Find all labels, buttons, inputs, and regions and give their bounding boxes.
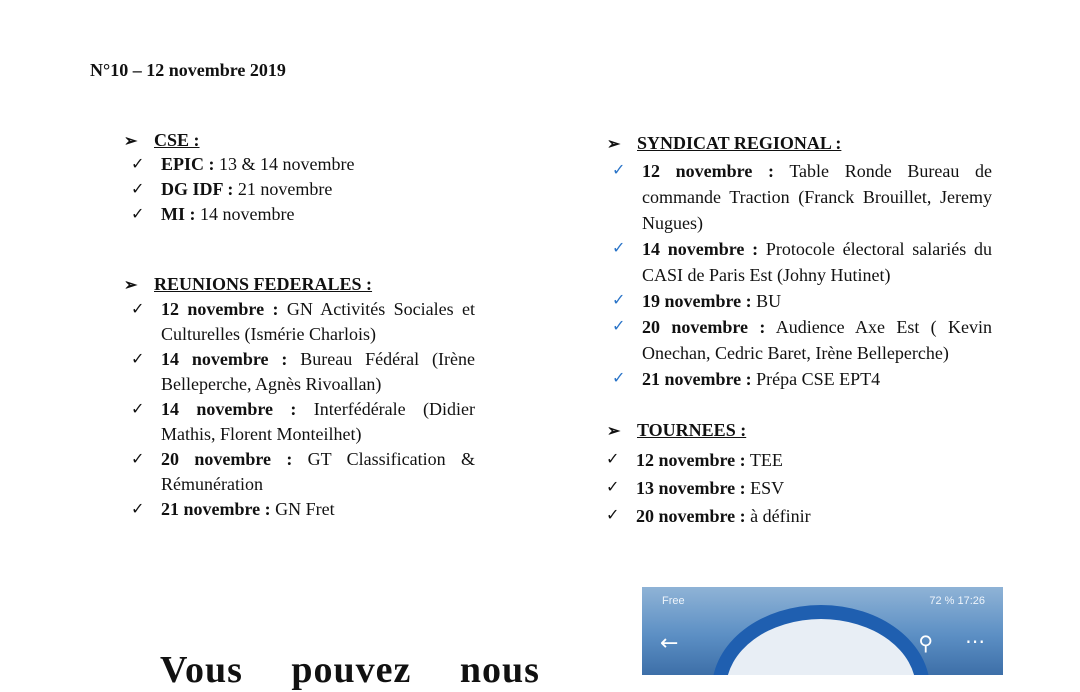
check-icon: ✓ <box>606 479 620 496</box>
check-icon: ✓ <box>612 370 626 387</box>
bottom-heading: Vous pouvez nous <box>160 649 540 691</box>
status-battery-time: 72 % 17:26 <box>929 595 985 607</box>
check-icon: ✓ <box>612 240 626 257</box>
phone-screenshot <box>642 587 1003 675</box>
list-item: ✓ 21 novembre : Prépa CSE EPT4 <box>606 366 992 392</box>
list-item: ✓ DG IDF : 21 novembre <box>125 177 475 202</box>
reunions-list <box>125 297 475 522</box>
check-icon: ✓ <box>131 181 145 198</box>
arrow-right-icon: ➢ <box>607 136 621 153</box>
syndicat-list <box>606 158 992 392</box>
search-icon[interactable]: ⚲ <box>918 631 933 655</box>
list-item: ✓ 20 novembre : à définir <box>600 502 986 530</box>
check-icon: ✓ <box>131 401 145 418</box>
check-icon: ✓ <box>612 292 626 309</box>
check-icon: ✓ <box>131 206 145 223</box>
list-item: ✓ 14 novembre : Bureau Fédéral (Irène Belleperche, Agnès Rivoallan) <box>131 349 475 394</box>
list-item: ✓ 14 novembre : Protocole électoral salariés du CASI de Paris Est (Johny Hutinet) <box>606 236 992 288</box>
issue-heading: N°10 – 12 novembre 2019 <box>90 60 286 80</box>
cse-list <box>125 152 475 227</box>
list-item: ✓ 21 novembre : GN Fret <box>125 497 475 522</box>
list-item: ✓ 13 novembre : ESV <box>600 474 986 502</box>
section-syndicat-title: ➢ SYNDICAT REGIONAL : <box>607 133 842 153</box>
list-item: ✓ MI : 14 novembre <box>125 202 475 227</box>
check-icon: ✓ <box>606 451 620 468</box>
union-logo <box>712 605 930 675</box>
list-item: ✓ 12 novembre : TEE <box>600 446 986 474</box>
section-cse-title: ➢ CSE : <box>124 130 200 150</box>
arrow-right-icon: ➢ <box>124 277 138 294</box>
more-icon[interactable]: ⋯ <box>965 629 985 653</box>
list-item: ✓ 19 novembre : BU <box>606 288 992 314</box>
check-icon: ✓ <box>612 162 626 179</box>
section-reunions-title: ➢ REUNIONS FEDERALES : <box>124 274 373 294</box>
list-item: ✓ EPIC : 13 & 14 novembre <box>125 152 475 177</box>
tournees-list <box>600 446 986 530</box>
check-icon: ✓ <box>131 501 145 518</box>
check-icon: ✓ <box>606 507 620 524</box>
list-item: ✓ 14 novembre : Interfédérale (Didier Mathis, Florent Monteilhet) <box>131 399 475 444</box>
check-icon: ✓ <box>131 351 145 368</box>
list-item: ✓ 20 novembre : Audience Axe Est ( Kevin Onechan, Cedric Baret, Irène Belleperche) <box>606 314 992 366</box>
arrow-right-icon: ➢ <box>607 423 621 440</box>
check-icon: ✓ <box>131 451 145 468</box>
check-icon: ✓ <box>612 318 626 335</box>
list-item: ✓ 12 novembre : Table Ronde Bureau de commande Traction (Franck Brouillet, Jeremy Nugues) <box>606 158 992 236</box>
list-item: ✓ 12 novembre : GN Activités Sociales et Culturelles (Ismérie Charlois) <box>131 299 476 344</box>
check-icon: ✓ <box>131 301 145 318</box>
status-carrier: Free <box>662 595 685 607</box>
section-tournees-title: ➢ TOURNEES : <box>607 420 747 440</box>
check-icon: ✓ <box>131 156 145 173</box>
back-arrow-icon[interactable]: ← <box>660 631 679 656</box>
list-item: ✓ 20 novembre : GT Classification & Rémunération <box>131 449 475 494</box>
arrow-right-icon: ➢ <box>124 133 138 150</box>
